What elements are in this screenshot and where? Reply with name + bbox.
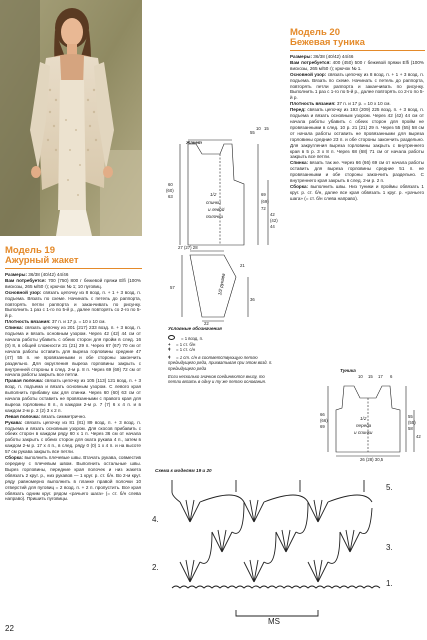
model19-pattern: [5, 290, 141, 320]
dim-label: 36: [250, 297, 255, 302]
model20-number: Модель 20: [290, 27, 340, 38]
model19-assembly: [5, 455, 141, 502]
photo-illustration: [0, 0, 142, 236]
dim-label: 72: [261, 206, 266, 211]
dim-label: 55: [250, 130, 255, 135]
model20-pattern: [290, 72, 424, 102]
jacket-schematic: [166, 120, 276, 250]
schema-half: 1/2: [210, 192, 217, 197]
model19-sleeves: [5, 420, 141, 455]
label: Рукава:: [5, 419, 23, 425]
model20-instructions: [290, 54, 424, 202]
legend-text: = 1 ст. с/н: [176, 347, 196, 353]
model19-right-front: [5, 378, 141, 413]
tunic-schema-title: Туника: [340, 368, 356, 373]
model20-assembly: [290, 184, 424, 202]
page-number: 22: [5, 624, 14, 633]
model20-back: [290, 160, 424, 184]
row-number: 5.: [386, 483, 393, 492]
legend-row-note: [168, 374, 278, 385]
dim-label: 10: [256, 126, 261, 131]
label: Вам потребуется:: [5, 277, 47, 283]
dc-around-icon: ǂ: [168, 354, 171, 360]
dim-label: 58: [408, 426, 413, 431]
label: Левая полочка:: [5, 413, 41, 419]
model19-name: Ажурный жакет: [5, 255, 79, 266]
model19-title-rule: [5, 268, 142, 269]
label: Размеры:: [5, 272, 27, 277]
label: Сборка:: [5, 455, 24, 461]
dim-label: 42: [270, 212, 275, 217]
dim-label: 57: [170, 285, 175, 290]
dc-icon: ǂ: [168, 347, 171, 353]
legend-row-dc-around: [168, 355, 278, 372]
label: Плотность вязания:: [5, 319, 51, 325]
dim-label: 10: [358, 374, 363, 379]
jacket-schema-title: Жакет: [186, 140, 202, 145]
label: Размеры:: [290, 54, 312, 59]
label: Вам потребуется:: [290, 59, 331, 65]
fan-groups: [172, 480, 364, 582]
legend-text: = 1 возд. п.: [181, 336, 204, 341]
model-photo: [0, 0, 142, 236]
dim-label: 27 (27) 28: [178, 245, 198, 250]
model19-back: [5, 325, 141, 378]
pattern-chart: [150, 478, 420, 628]
dim-label: (66): [320, 418, 328, 423]
sleeve-label: 1/2 рукава: [217, 273, 226, 296]
value: 400 (450) 500 г бежевой пряжи Elfi (100% вискозы, 265 м/50 г); крючок № 1.: [290, 59, 424, 71]
model20-name: Бежевая туника: [290, 37, 365, 48]
model19-title: [5, 246, 135, 266]
model19-materials: [5, 278, 141, 290]
dim-label: 55: [408, 414, 413, 419]
model20-title: [290, 28, 420, 48]
value: выполнить плечевые швы. Втачать рукава, совместив середину с плечевым швом. Выполнить остальные швы. Вырез горловины, передние края полочек и низ жакета обвязать 2 круг. р., низ рукавов — 1 круг. р. ст. б/н. Во 2-м круг. ряду равномерно выполнить в планке правой полочки 10 отверстий для пуговиц = 2 возд. п. + 2 п. пропустить. Все края обвязать одним круг. рядом «рачьего шага» (= ст. б/н слева направо). Пришить пуговицы.: [5, 455, 141, 502]
dim-label: 42: [416, 434, 421, 439]
label: Спинка:: [290, 160, 309, 166]
dim-label: (42): [270, 218, 278, 223]
row1-chain: [172, 586, 380, 588]
schema-half: 1/2: [360, 416, 367, 421]
model20-materials: [290, 60, 424, 72]
value: 700 (750) 800 г бежевой пряжи Elfi (100% вискозы, 265 м/50 г); крючок № 1; 10 пуговиц.: [5, 277, 141, 289]
row-number: 1.: [386, 579, 393, 588]
model19-instructions: [5, 272, 141, 502]
value: вязать так же. Через 66 (66) 69 см от начала работы оставить для выреза горловины средние 51 п. не провязанными и обе стороны закончить раздельно. С внутреннего края закрыть в след. 2-м р. 2 п.: [290, 160, 424, 184]
chain-arcs: [172, 492, 372, 563]
value: связать цепочку из 8 возд. п. + 1 + 3 возд. п. подъема. Вязать по схеме. Начинать с петель до раппорта, повторять петли раппорта и заканчивать по рисунку. Выполнить 1 раз с 1-го по 5-й р., далее повторять со 2-го по 5-й р.: [5, 289, 141, 319]
dim-label: (60): [166, 188, 174, 193]
model20-title-rule: [290, 50, 425, 51]
legend-row-dc: [168, 347, 278, 353]
repeat-bracket: [236, 610, 318, 616]
schema-back: спинки: [206, 200, 221, 205]
row-number: 2.: [152, 563, 159, 572]
row-number: 3.: [386, 543, 393, 552]
chain-icon: [168, 335, 175, 340]
model20-front: [290, 107, 424, 160]
value: 37 п. и 17 р. = 10 х 10 см.: [50, 319, 106, 325]
legend-text: Если несколько значков соединяются внизу, то петли вязать в одну и ту же петлю основания.: [168, 373, 266, 385]
schema-and: и левой: [208, 207, 225, 212]
value: выполнить швы. Низ туники и проймы обвязать 1 круг. р. ст. б/н, далее все края обвязать 1 круг. р. «рачьего шага» (= ст. б/н слева направо).: [290, 183, 424, 201]
legend-text: = 1 ст. с/н в соответствующую петлю предыдущего ряда, прихватывая при этом возд. п. предыдущего ряда: [168, 354, 273, 371]
dim-label: (69): [261, 199, 269, 204]
value: связать цепочку из 81 (81) 89 возд. п. + 3 возд. п. подъема и вязать основным узором. Для скосов прибавить с обеих сторон в каждом ряду 60 х 1 п. Через 36 см от начала работы закрыть с обеих сторон для оката рукава 4 п., затем в каждом 2-м р. 17 х 4 п., в след. ряду 0 (0) 1 х 4 п. и на высоте 57 см рукава закрыть все петли.: [5, 419, 141, 455]
label: Перед:: [290, 107, 306, 113]
label: Основной узор:: [290, 71, 327, 77]
value: 37 п. и 17 р. = 10 х 10 см.: [335, 101, 391, 107]
dim-label: 22: [204, 321, 209, 326]
legend-title: Условные обозначения: [168, 326, 222, 331]
label: Сборка:: [290, 183, 309, 189]
repeat-label: MS: [268, 617, 280, 626]
value: связать цепочку из 193 (209) 225 возд. п. + 3 возд. п. подъема и вязать основным узором. Через 42 (42) 44 см от начала работы убавить с обеих сторон для пройм не провязанными в след. 10 р. 21 (21) 29 п. Через 55 (55) 58 см от начала работы оставить не провязанными для выреза горловины средние 23 п. и обе стороны закончить раздельно. Для закругления выреза горловины закрыть с внутреннего края в 5 р. 3 х 8 п. Через 68 (68) 71 см от начала работы закрыть все петли.: [290, 107, 424, 160]
value: вязать симметрично.: [40, 413, 87, 419]
schema-front: переда: [356, 423, 372, 428]
label: Основной узор:: [5, 289, 42, 295]
value: 36/38 (40/42) 44/46: [27, 272, 69, 277]
value: 36/38 (40/42) 44/46: [312, 54, 354, 59]
schema-back: и спинки: [354, 430, 373, 435]
dim-label: 26 (28) 30,5: [360, 457, 384, 462]
dim-label: 15: [368, 374, 373, 379]
value: связать цепочку из 105 (113) 121 возд. п. + 3 возд. п. подъема и вязать основным узором. С левого края выполнить прибавку как для спинки. Через 60 (60) 63 см от начала работы оставить не провязанными с правого края для выреза горловины 8 п., в каждом 2-м р. 7 (7) 6 х 4 п. и в каждом 2-м р. 2 (2) 3 х 2 п.: [5, 378, 141, 413]
value: связать цепочку из 8 возд. п. + 1 + 3 возд. п. подъема. Вязать по схеме. Начинать с петель до раппорта, повторять петли раппорта и заканчивать по рисунку. Выполнить 1 раз с 1-го по 5-й р., далее повторять со 2-го по 5-й р.: [290, 71, 424, 101]
pattern-chart-title: Схема к моделям 19 и 20: [155, 468, 212, 473]
dim-label: 60: [168, 182, 173, 187]
dim-label: 69: [261, 192, 266, 197]
label: Спинка:: [5, 325, 24, 331]
dim-label: 63: [168, 194, 173, 199]
plus-icon: +: [168, 341, 171, 347]
dim-label: 66: [320, 412, 325, 417]
legend-text: = 1 ст. б/н: [176, 341, 196, 347]
sleeve-schematic: [168, 245, 268, 325]
dim-label: 69: [320, 424, 325, 429]
label: Плотность вязания:: [290, 101, 336, 107]
dim-label: 6: [390, 374, 393, 379]
value: связать цепочку из 201 (217) 233 возд. п. + 3 возд. п. подъема и вязать основным узором. Через 42 (42) 44 см от начала работы убавить с обеих сторон для пройм в след. 16 (0) 8, в общей сложности 21 (21) 29 п. Через 67 (67) 70 см от начала работы оставить для выреза горловины средние 47 (47) 55 п. не провязанными и обе стороны закончить раздельно. Для округления выреза горловины закрыть с внутренней стороны в след. 2-м р. 8 п. Через 69 (69) 72 см от начала работы закрыть все петли.: [5, 325, 141, 378]
dim-label: (55): [408, 420, 416, 425]
label: Правая полочка:: [5, 378, 44, 384]
legend-row-chain: [168, 335, 278, 342]
tunic-schematic: [320, 372, 424, 462]
dim-label: 15: [264, 126, 269, 131]
legend: [168, 326, 278, 385]
model19-number: Модель 19: [5, 245, 55, 256]
row-number: 4.: [152, 515, 159, 524]
schema-front: полочки: [206, 214, 224, 219]
dim-label: 21: [240, 263, 245, 268]
dim-label: 44: [270, 224, 275, 229]
dim-label: 17: [378, 374, 383, 379]
